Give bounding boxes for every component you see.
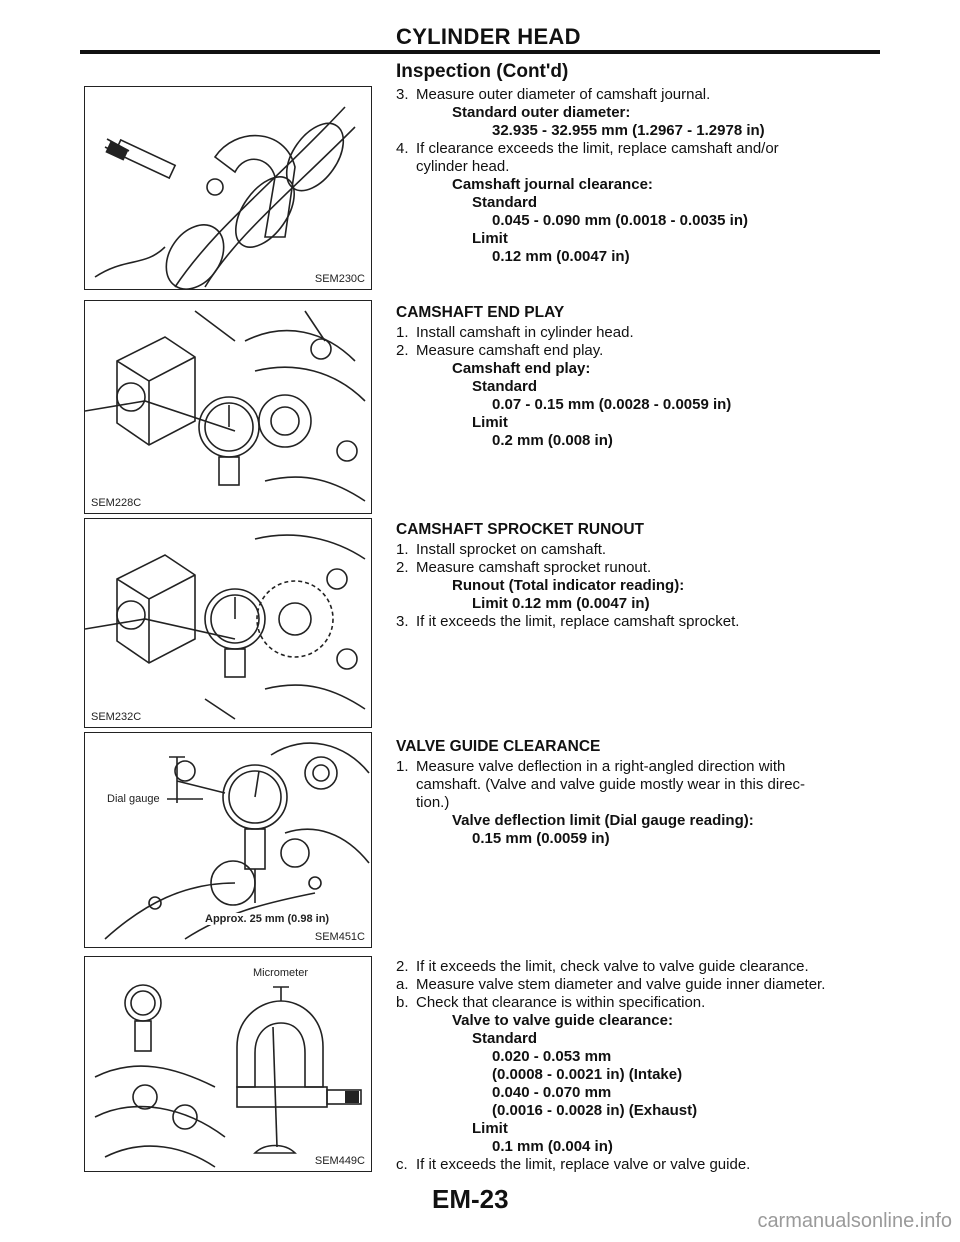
step: b. Check that clearance is within specification. [396,994,706,1011]
spec-value: 0.1 mm (0.004 in) [492,1138,613,1155]
figure-valve-stem-micrometer [84,956,372,1172]
step: a. Measure valve stem diameter and valve guide inner diameter. [396,976,826,993]
header-rule [80,50,880,54]
step: 4. If clearance exceeds the limit, replace camshaft and/or [396,140,779,157]
figure-camshaft-end-play [84,300,372,514]
figure-code: SEM228C [91,497,142,509]
spec-sublabel: Limit [472,230,508,247]
step: 1. Measure valve deflection in a right-angled direction with [396,758,786,775]
figure-code: SEM230C [314,273,365,285]
spec-value: Limit 0.12 mm (0.0047 in) [472,595,650,612]
step: 2. Measure camshaft end play. [396,342,604,359]
figure-code: SEM232C [91,711,142,723]
step: 3. Measure outer diameter of camshaft journal. [396,86,711,103]
section-sprocket-runout [396,520,886,631]
spec-label: Camshaft end play: [452,360,591,377]
spec-sublabel: Standard [472,1030,538,1047]
micrometer-label: Micrometer [253,967,309,979]
section-valve-guide-clearance [396,737,886,848]
section-valve-guide-check [396,958,886,1174]
step-continuation: cylinder head. [416,158,510,175]
spec-value: 32.935 - 32.955 mm (1.2967 - 1.2978 in) [492,122,765,139]
spec-value: (0.0008 - 0.0021 in) (Intake) [492,1066,683,1083]
spec-value: 0.12 mm (0.0047 in) [492,248,630,265]
approx-dimension-label: Approx. 25 mm (0.98 in) [205,913,330,925]
step-continuation: camshaft. (Valve and valve guide mostly wear in this direc- [416,776,806,793]
end-play-illustration [85,301,371,513]
section-heading: CAMSHAFT SPROCKET RUNOUT [396,521,644,538]
section-inspection [396,60,886,266]
spec-value: 0.045 - 0.090 mm (0.0018 - 0.0035 in) [492,212,748,229]
spec-value: (0.0016 - 0.0028 in) (Exhaust) [492,1102,698,1119]
sprocket-runout-illustration [85,519,371,727]
figure-code: SEM451C [314,931,365,943]
step: 2. If it exceeds the limit, check valve to valve guide clearance. [396,958,809,975]
dial-gauge-label: Dial gauge [107,793,160,805]
figure-code: SEM449C [314,1155,365,1167]
figure-sprocket-runout [84,518,372,728]
watermark: carmanualsonline.info [757,1210,952,1232]
section-heading: VALVE GUIDE CLEARANCE [396,738,601,755]
spec-sublabel: Limit [472,1120,508,1137]
valve-stem-illustration [85,957,371,1171]
spec-value: 0.07 - 0.15 mm (0.0028 - 0.0059 in) [492,396,732,413]
step: 1. Install camshaft in cylinder head. [396,324,634,341]
spec-label: Standard outer diameter: [452,104,631,121]
section-heading: CAMSHAFT END PLAY [396,304,565,321]
step: c. If it exceeds the limit, replace valve or valve guide. [396,1156,751,1173]
spec-sublabel: Standard [472,194,538,211]
camshaft-micrometer-illustration [85,87,371,289]
section-camshaft-end-play [396,303,886,450]
spec-value: 0.2 mm (0.008 in) [492,432,613,449]
step: 3. If it exceeds the limit, replace camshaft sprocket. [396,613,740,630]
spec-label: Runout (Total indicator reading): [452,577,685,594]
figure-valve-deflection [84,732,372,948]
spec-label: Valve to valve guide clearance: [452,1012,673,1029]
section-heading: Inspection (Cont'd) [396,61,569,82]
page-title: CYLINDER HEAD [396,24,581,49]
spec-value: 0.040 - 0.070 mm [492,1084,612,1101]
figure-camshaft-micrometer [84,86,372,290]
spec-sublabel: Standard [472,378,538,395]
spec-value: 0.15 mm (0.0059 in) [472,830,610,847]
spec-label: Valve deflection limit (Dial gauge reading): [452,812,754,829]
spec-value: 0.020 - 0.053 mm [492,1048,612,1065]
step: 2. Measure camshaft sprocket runout. [396,559,652,576]
spec-sublabel: Limit [472,414,508,431]
page-number: EM-23 [432,1184,509,1214]
step-continuation: tion.) [416,794,450,811]
spec-label: Camshaft journal clearance: [452,176,653,193]
step: 1. Install sprocket on camshaft. [396,541,607,558]
